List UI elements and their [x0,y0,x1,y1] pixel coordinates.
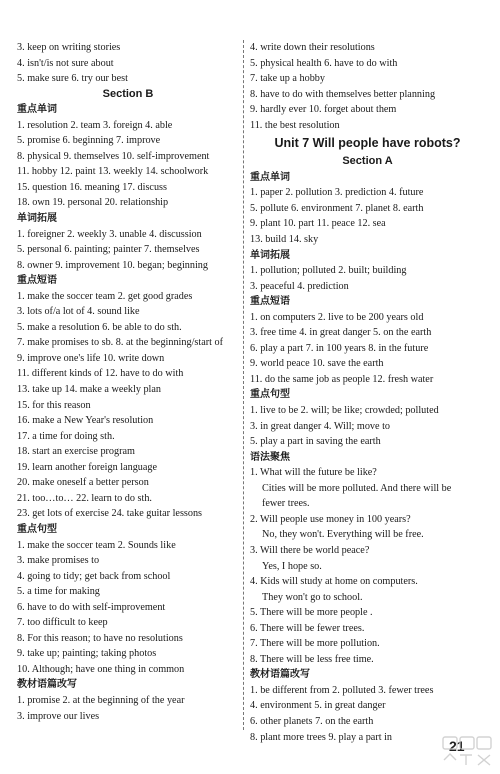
answer-line: 6. other planets 7. on the earth [250,715,374,727]
page-number: 21 [449,738,465,754]
answer-line: 7. take up a hobby [250,73,325,85]
answer-line: 4. isn't/is not sure about [17,57,114,69]
answer-line-continued: Yes, I hope so. [262,560,322,572]
answer-line: 10. Although; have one thing in common [17,663,185,675]
answer-line: 1. resolution 2. team 3. foreign 4. able [17,119,173,131]
answer-line: 11. do the same job as people 12. fresh water [250,373,434,385]
answer-line: 8. owner 9. improvement 10. began; beginning [17,259,208,271]
answer-line: 1. paper 2. pollution 3. prediction 4. future [250,187,424,199]
answer-line: 9. improve one's life 10. write down [17,352,165,364]
answer-line: 3. lots of/a lot of 4. sound like [17,306,140,318]
answer-line: 23. get lots of exercise 24. take guitar lessons [17,508,203,520]
answer-line: 5. play a part in saving the earth [250,436,381,448]
answer-line: 11. hobby 12. paint 13. weekly 14. schoolwork [17,166,209,178]
answer-line: 11. different kinds of 12. have to do with [17,368,184,380]
section-heading: 单词拓展 [17,213,57,225]
answer-line: 9. world peace 10. save the earth [250,358,384,370]
section-heading: 单词拓展 [250,249,290,261]
answer-line: 4. write down their resolutions [250,42,375,53]
answer-line: 6. play a part 7. in 100 years 8. in the future [250,342,429,354]
answer-line: 1. pollution; polluted 2. built; building [250,265,407,277]
unit-title: Unit 7 Will people have robots? [274,136,461,151]
answer-line: 3. free time 4. in great danger 5. on the earth [250,327,432,339]
answer-line: 5. make a resolution 6. be able to do sth. [17,321,182,333]
answer-line: 1. be different from 2. polluted 3. fewer trees [250,684,434,696]
section-heading: 重点单词 [17,104,57,116]
answer-line: 5. physical health 6. have to do with [250,57,398,69]
answer-line: 5. make sure 6. try our best [17,73,128,85]
answer-line: 13. take up 14. make a weekly plan [17,384,161,396]
answer-line: 1. What will the future be like? [250,467,377,479]
answer-line: 5. There will be more people . [250,607,373,619]
answer-line: 4. Kids will study at home on computers. [250,576,418,588]
answer-line: 19. learn another foreign language [17,461,158,473]
answer-line: 8. There will be less free time. [250,653,374,665]
answer-line: 5. a time for making [17,586,100,598]
answer-line: 13. build 14. sky [250,234,319,246]
answer-line: 7. make promises to sb. 8. at the beginning/start of [17,337,223,349]
answer-line: 5. personal 6. painting; painter 7. themselves [17,244,200,256]
answer-line: 18. start an exercise program [17,446,135,458]
answer-line: 17. a time for doing sth. [17,430,115,442]
answer-line: 1. promise 2. at the beginning of the year [17,694,185,706]
left-column [17,40,239,724]
answer-line-continued: They won't go to school. [262,591,363,603]
answer-line: 1. foreigner 2. weekly 3. unable 4. discussion [17,228,202,240]
answer-line: 15. question 16. meaning 17. discuss [17,181,167,193]
answer-line: 5. promise 6. beginning 7. improve [17,135,161,147]
watermark-logo-icon [440,733,496,771]
section-heading: 语法聚焦 [250,451,290,463]
answer-line: 21. too…to… 22. learn to do sth. [17,492,152,504]
answer-line: 4. going to tidy; get back from school [17,570,171,582]
answer-line: 3. peaceful 4. prediction [250,280,349,292]
answer-line: 5. pollute 6. environment 7. planet 8. earth [250,202,424,214]
answer-line-continued: Cities will be more polluted. And there will be [262,482,452,494]
answer-line: 7. too difficult to keep [17,617,108,629]
answer-line: 11. the best resolution [250,119,340,131]
section-heading: 重点短语 [17,275,57,287]
answer-line: 20. make oneself a better person [17,477,149,489]
section-heading: 重点句型 [250,389,290,401]
section-heading: 教材语篇改写 [250,669,310,681]
section-heading: 重点短语 [250,296,290,308]
answer-line: 1. on computers 2. live to be 200 years old [250,311,424,323]
answer-line: 8. For this reason; to have no resolutions [17,632,183,644]
answer-line: 1. make the soccer team 2. Sounds like [17,539,176,551]
answer-line: 8. have to do with themselves better planning [250,88,436,100]
answer-line: 8. physical 9. themselves 10. self-improvement [17,150,210,162]
answer-line: 1. live to be 2. will; be like; crowded; polluted [250,405,439,417]
right-column [250,40,485,745]
section-heading: 重点句型 [17,523,57,535]
answer-line: 3. make promises to [17,555,100,567]
answer-line: 9. take up; painting; taking photos [17,648,157,660]
answer-line: 3. Will there be world peace? [250,544,370,556]
answer-line: 6. There will be fewer trees. [250,622,365,634]
section-heading: 教材语篇改写 [17,679,77,691]
answer-line: 9. plant 10. part 11. peace 12. sea [250,218,386,230]
answer-line: 3. in great danger 4. Will; move to [250,420,391,432]
column-divider [243,40,244,730]
answer-line-continued: fewer trees. [262,498,310,510]
answer-line: 1. make the soccer team 2. get good grades [17,290,193,302]
section-heading: 重点单词 [250,171,290,183]
section-title: Section A [342,155,393,168]
section-title: Section B [102,87,154,100]
answer-line-continued: No, they won't. Everything will be free. [262,529,424,541]
answer-line: 3. keep on writing stories [17,42,121,53]
answer-line: 15. for this reason [17,399,91,411]
answer-line: 4. environment 5. in great danger [250,700,386,712]
answer-line: 8. plant more trees 9. play a part in [250,731,393,743]
answer-line: 16. make a New Year's resolution [17,415,154,427]
answer-line: 7. There will be more pollution. [250,638,380,650]
answer-line: 3. improve our lives [17,710,100,722]
answer-line: 2. Will people use money in 100 years? [250,513,411,525]
answer-line: 6. have to do with self-improvement [17,601,166,613]
answer-line: 18. own 19. personal 20. relationship [17,197,169,209]
answer-line: 9. hardly ever 10. forget about them [250,104,397,116]
